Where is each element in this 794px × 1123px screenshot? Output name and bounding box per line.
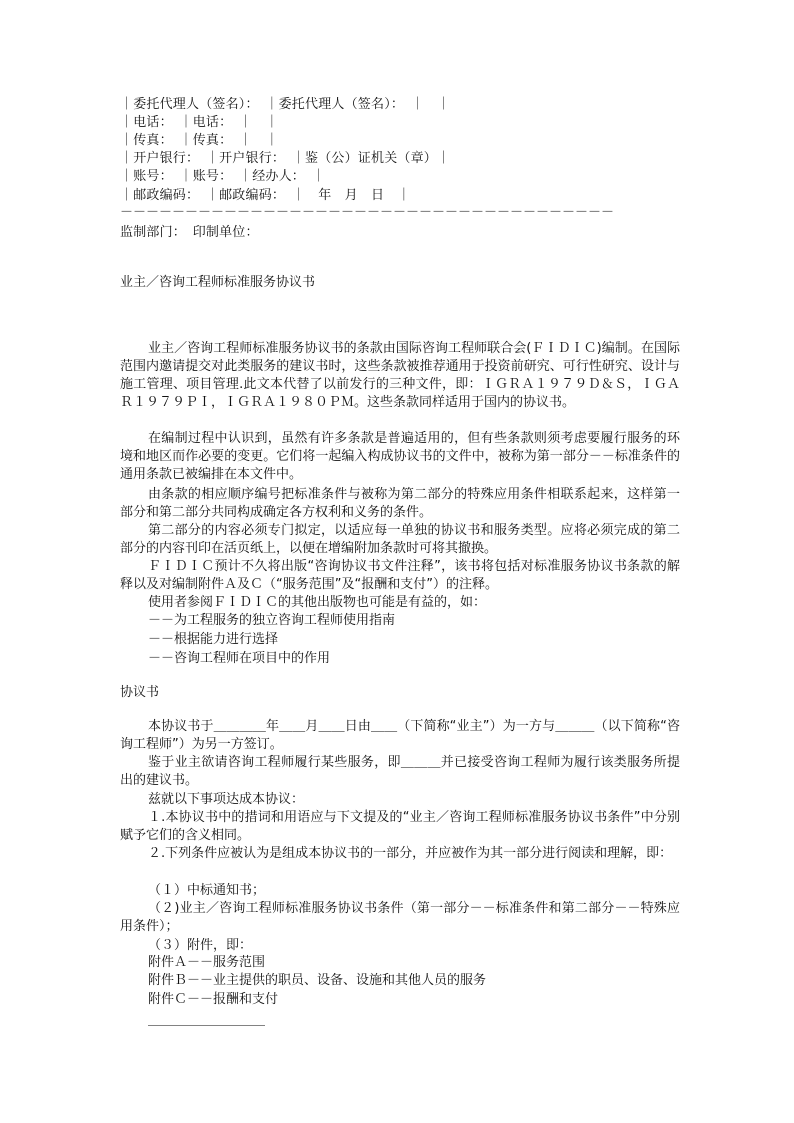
agreement-item-2: ２.下列条件应被认为是组成本协议书的一部分，并应被作为其一部分进行阅读和理解，即： [148,846,673,861]
form-row-phone: ｜电话： ｜电话： ｜ ｜ [120,115,279,130]
intro-paragraph-4: 第二部分的内容必须专门拟定，以适应每一单独的协议书和服务类型。应将必须完成的第二部分的内容刊印在活页纸上，以便在增编附加条款时可将其撤换。 [120,523,680,556]
intro-paragraph-6: 使用者参阅ＦＩＤＩＣ的其他出版物也可能是有益的，如： [148,595,487,610]
intro-paragraph-1: 业主／咨询工程师标准服务协议书的条款由国际咨询工程师联合会(ＦＩＤＩＣ)编制。在国际范围内邀请提交对此类服务的建议书时，这些条款被推荐通用于投资前研究、可行性研究、设计与施工管理、项目管理.此文本代替了以前发行的三种文件，即：ＩＧＲＡ１９７９Ｄ＆Ｓ，ＩＧＡＲ１９７９ＰＩ，ＩＧＲＡ１９８０ＰＭ。这些条款同样适用于国内的协议书。 [120,341,680,410]
agreement-paragraph-3: 兹就以下事项达成本协议： [148,792,305,807]
intro-paragraph-3: 由条款的相应顺序编号把标准条件与被称为第二部分的特殊应用条件相联系起来，这样第一部分和第二部分共同构成确定各方权利和义务的条件。 [120,487,680,520]
agreement-sub-1: （１）中标通知书； [148,883,266,898]
agreement-paragraph-1: 本协议书于＿＿＿＿年＿＿月＿＿日由＿＿（下简称“业主”）为一方与＿＿＿（以下简称“咨询工程师”）为另一方签订。 [120,719,680,752]
annex-b: 附件Ｂ－－业主提供的职员、设备、设施和其他人员的服务 [148,973,487,988]
annex-c: 附件Ｃ－－报酬和支付 [148,992,279,1007]
agreement-paragraph-2: 鉴于业主欲请咨询工程师履行某些服务，即＿＿＿并已接受咨询工程师为履行该类服务所提出的建议书。 [120,755,680,788]
agreement-heading: 协议书 [120,685,160,700]
agreement-item-1: １.本协议书中的措词和用语应与下文提及的“业主／咨询工程师标准服务协议书条件”中分别赋予它们的含义相同。 [120,810,680,843]
form-row-postcode: ｜邮政编码： ｜邮政编码： ｜ 年 月 日 ｜ [120,188,411,203]
annex-a: 附件Ａ－－服务范围 [148,955,266,970]
form-row-fax: ｜传真： ｜传真： ｜ ｜ [120,133,279,148]
document-title: 业主／咨询工程师标准服务协议书 [120,275,316,290]
form-divider: －－－－－－－－－－－－－－－－－－－－－－－－－－－－－－－－－－－－－－ [120,205,615,220]
agreement-sub-3: （３）附件，即： [148,938,253,953]
form-row-account: ｜账号： ｜账号： ｜经办人： ｜ [120,169,325,184]
form-row-agent: ｜委托代理人（签名）： ｜委托代理人（签名）： ｜ ｜ [120,97,451,112]
closing-line: ＿＿＿＿＿＿＿＿＿ [148,1013,266,1028]
form-footer: 监制部门： 印制单位： [120,225,259,240]
form-row-bank: ｜开户银行： ｜开户银行： ｜鉴（公）证机关（章）｜ [120,151,451,166]
intro-paragraph-5: ＦＩＤＩＣ预计不久将出版“咨询协议书文件注释”，该书将包括对标准服务协议书条款的解释以及对编制附件Ａ及Ｃ（“服务范围”及“报酬和支付”）的注释。 [120,559,680,592]
publication-item: －－为工程服务的独立咨询工程师使用指南 [148,613,396,628]
publication-item: －－根据能力进行选择 [148,632,279,647]
publication-item: －－咨询工程师在项目中的作用 [148,651,331,666]
agreement-sub-2: （２)业主／咨询工程师标准服务协议书条件（第一部分－－标准条件和第二部分－－特殊应用条件）； [120,901,680,934]
intro-paragraph-2: 在编制过程中认识到，虽然有许多条款是普遍适用的，但有些条款则须考虑要履行服务的环境和地区而作必要的变更。它们将一起编入构成协议书的文件中，被称为第一部分－－标准条件的通用条款已被编排在本文件中。 [120,431,680,482]
